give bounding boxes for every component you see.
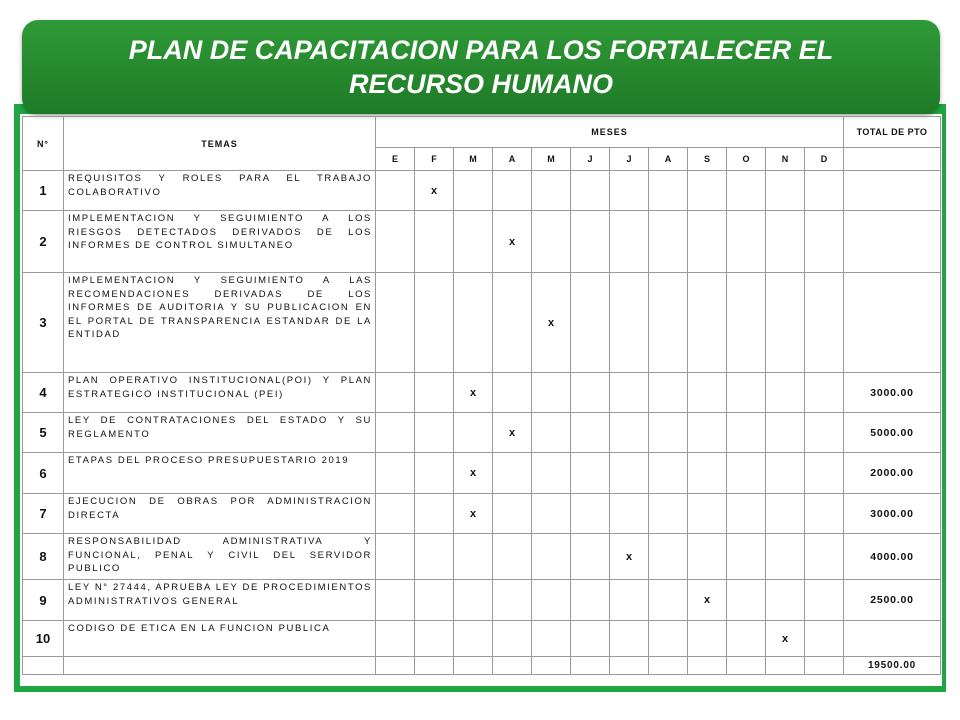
table-row	[23, 413, 941, 453]
month-cell	[727, 373, 766, 413]
month-cell	[688, 621, 727, 657]
month-cell	[532, 494, 571, 534]
schedule-mark: x	[415, 171, 454, 211]
month-cell	[415, 621, 454, 657]
month-cell	[376, 171, 415, 211]
month-header: A	[649, 148, 688, 171]
month-cell	[727, 534, 766, 580]
row-total: 2500.00	[844, 580, 941, 621]
month-cell	[454, 211, 493, 273]
empty-cell	[649, 657, 688, 675]
month-header: D	[805, 148, 844, 171]
month-header: M	[532, 148, 571, 171]
month-cell	[649, 413, 688, 453]
empty-cell	[727, 657, 766, 675]
month-cell	[532, 534, 571, 580]
table-row	[23, 171, 941, 211]
row-total: 2000.00	[844, 453, 941, 494]
title-banner	[22, 20, 940, 114]
row-number: 7	[23, 494, 64, 534]
empty-cell	[493, 657, 532, 675]
header-num: N°	[23, 117, 64, 171]
month-cell	[415, 534, 454, 580]
month-cell	[649, 580, 688, 621]
month-cell	[766, 534, 805, 580]
row-tema: REQUISITOS Y ROLES PARA EL TRABAJO COLABORATIVO	[64, 171, 376, 211]
row-number: 8	[23, 534, 64, 580]
month-cell	[493, 534, 532, 580]
month-cell	[571, 621, 610, 657]
month-cell	[688, 453, 727, 494]
schedule-mark: x	[454, 373, 493, 413]
month-cell	[571, 580, 610, 621]
schedule-mark: x	[493, 211, 532, 273]
month-cell	[727, 273, 766, 373]
month-cell	[688, 373, 727, 413]
header-temas: TEMAS	[64, 117, 376, 171]
month-cell	[571, 413, 610, 453]
header-total: TOTAL DE PTO	[844, 117, 941, 148]
table-row	[23, 534, 941, 580]
total-subheader	[844, 148, 941, 171]
month-cell	[688, 534, 727, 580]
month-header: A	[493, 148, 532, 171]
month-cell	[415, 373, 454, 413]
month-cell	[805, 211, 844, 273]
empty-cell	[688, 657, 727, 675]
month-cell	[610, 621, 649, 657]
schedule-mark: x	[493, 413, 532, 453]
row-total: 5000.00	[844, 413, 941, 453]
month-cell	[454, 273, 493, 373]
schedule-mark: x	[688, 580, 727, 621]
row-tema: IMPLEMENTACION Y SEGUIMIENTO A LOS RIESGOS DETECTADOS DERIVADOS DE LOS INFORMES DE CONTROL SIMULTANEO	[64, 211, 376, 273]
month-header: E	[376, 148, 415, 171]
month-cell	[805, 373, 844, 413]
month-cell	[610, 171, 649, 211]
empty-cell	[64, 657, 376, 675]
empty-cell	[532, 657, 571, 675]
month-cell	[571, 373, 610, 413]
month-cell	[766, 211, 805, 273]
month-cell	[571, 453, 610, 494]
empty-cell	[454, 657, 493, 675]
month-cell	[805, 621, 844, 657]
month-cell	[649, 373, 688, 413]
month-cell	[610, 453, 649, 494]
month-cell	[610, 494, 649, 534]
title-line-1: PLAN DE CAPACITACION PARA LOS FORTALECER EL	[128, 35, 834, 65]
month-cell	[805, 494, 844, 534]
row-total: 4000.00	[844, 534, 941, 580]
month-cell	[532, 580, 571, 621]
month-cell	[766, 373, 805, 413]
month-cell	[415, 413, 454, 453]
row-tema: ETAPAS DEL PROCESO PRESUPUESTARIO 2019	[64, 453, 376, 494]
row-tema: LEY N° 27444, APRUEBA LEY DE PROCEDIMIENTOS ADMINISTRATIVOS GENERAL	[64, 580, 376, 621]
month-cell	[766, 453, 805, 494]
month-cell	[493, 621, 532, 657]
month-cell	[805, 413, 844, 453]
row-number: 1	[23, 171, 64, 211]
month-cell	[727, 621, 766, 657]
row-tema: RESPONSABILIDAD ADMINISTRATIVA Y FUNCIONAL, PENAL Y CIVIL DEL SERVIDOR PUBLICO	[64, 534, 376, 580]
row-number: 6	[23, 453, 64, 494]
row-number: 2	[23, 211, 64, 273]
month-cell	[649, 621, 688, 657]
month-cell	[649, 494, 688, 534]
empty-cell	[23, 657, 64, 675]
table-row	[23, 621, 941, 657]
month-cell	[376, 273, 415, 373]
month-cell	[649, 534, 688, 580]
month-header: S	[688, 148, 727, 171]
month-cell	[610, 273, 649, 373]
schedule-mark: x	[766, 621, 805, 657]
month-cell	[376, 453, 415, 494]
table-row	[23, 580, 941, 621]
month-cell	[571, 534, 610, 580]
month-cell	[376, 621, 415, 657]
month-cell	[688, 413, 727, 453]
row-number: 4	[23, 373, 64, 413]
month-cell	[649, 273, 688, 373]
table-row	[23, 494, 941, 534]
month-header: J	[571, 148, 610, 171]
month-header: O	[727, 148, 766, 171]
title-line-2: RECURSO HUMANO	[348, 69, 613, 99]
month-header: J	[610, 148, 649, 171]
month-cell	[454, 534, 493, 580]
month-header: N	[766, 148, 805, 171]
month-cell	[454, 413, 493, 453]
month-cell	[805, 171, 844, 211]
schedule-mark: x	[454, 494, 493, 534]
month-cell	[376, 373, 415, 413]
month-cell	[376, 580, 415, 621]
empty-cell	[571, 657, 610, 675]
header-meses: MESES	[376, 117, 844, 148]
month-cell	[493, 273, 532, 373]
month-cell	[532, 413, 571, 453]
month-cell	[376, 413, 415, 453]
month-cell	[571, 273, 610, 373]
month-cell	[454, 621, 493, 657]
month-cell	[610, 580, 649, 621]
month-cell	[532, 211, 571, 273]
month-cell	[493, 453, 532, 494]
month-cell	[610, 413, 649, 453]
month-cell	[805, 273, 844, 373]
month-cell	[415, 273, 454, 373]
month-cell	[766, 413, 805, 453]
month-cell	[454, 171, 493, 211]
schedule-mark: x	[454, 453, 493, 494]
schedule-mark: x	[532, 273, 571, 373]
row-number: 9	[23, 580, 64, 621]
month-cell	[415, 211, 454, 273]
month-cell	[649, 171, 688, 211]
month-cell	[493, 494, 532, 534]
header-row	[23, 117, 941, 148]
month-cell	[493, 580, 532, 621]
row-tema: LEY DE CONTRATACIONES DEL ESTADO Y SU REGLAMENTO	[64, 413, 376, 453]
month-cell	[805, 580, 844, 621]
row-total	[844, 211, 941, 273]
row-total: 3000.00	[844, 373, 941, 413]
month-cell	[766, 273, 805, 373]
grand-total: 19500.00	[844, 657, 941, 675]
month-cell	[727, 171, 766, 211]
month-cell	[532, 453, 571, 494]
month-header: F	[415, 148, 454, 171]
month-cell	[532, 373, 571, 413]
month-cell	[688, 211, 727, 273]
month-cell	[649, 453, 688, 494]
empty-cell	[766, 657, 805, 675]
month-cell	[415, 494, 454, 534]
row-total	[844, 171, 941, 211]
month-cell	[571, 211, 610, 273]
table-row	[23, 211, 941, 273]
month-cell	[766, 494, 805, 534]
month-cell	[727, 580, 766, 621]
month-cell	[649, 211, 688, 273]
month-cell	[688, 494, 727, 534]
table-row	[23, 453, 941, 494]
row-number: 10	[23, 621, 64, 657]
table-row	[23, 273, 941, 373]
month-cell	[493, 171, 532, 211]
month-cell	[571, 171, 610, 211]
grand-total-row	[23, 657, 941, 675]
row-tema: PLAN OPERATIVO INSTITUCIONAL(POI) Y PLAN ESTRATEGICO INSTITUCIONAL (PEI)	[64, 373, 376, 413]
row-total	[844, 621, 941, 657]
row-tema: IMPLEMENTACION Y SEGUIMIENTO A LAS RECOMENDACIONES DERIVADAS DE LOS INFORMES DE AUDITORIA Y SU PUBLICACION EN EL PORTAL DE TRANSPARENCIA ESTANDAR DE LA ENTIDAD	[64, 273, 376, 373]
month-header: M	[454, 148, 493, 171]
row-total	[844, 273, 941, 373]
month-cell	[454, 580, 493, 621]
empty-cell	[805, 657, 844, 675]
empty-cell	[376, 657, 415, 675]
month-cell	[766, 580, 805, 621]
month-cell	[805, 534, 844, 580]
month-cell	[571, 494, 610, 534]
month-cell	[376, 211, 415, 273]
month-cell	[727, 413, 766, 453]
month-cell	[688, 171, 727, 211]
row-tema: CODIGO DE ETICA EN LA FUNCION PUBLICA	[64, 621, 376, 657]
empty-cell	[610, 657, 649, 675]
schedule-mark: x	[610, 534, 649, 580]
month-cell	[727, 453, 766, 494]
month-cell	[415, 580, 454, 621]
month-cell	[415, 453, 454, 494]
month-cell	[727, 494, 766, 534]
month-cell	[610, 373, 649, 413]
row-total: 3000.00	[844, 494, 941, 534]
empty-cell	[415, 657, 454, 675]
month-cell	[766, 171, 805, 211]
row-number: 5	[23, 413, 64, 453]
month-cell	[376, 534, 415, 580]
month-cell	[610, 211, 649, 273]
row-number: 3	[23, 273, 64, 373]
table-row	[23, 373, 941, 413]
month-cell	[727, 211, 766, 273]
month-cell	[532, 621, 571, 657]
row-tema: EJECUCION DE OBRAS POR ADMINISTRACION DIRECTA	[64, 494, 376, 534]
month-cell	[805, 453, 844, 494]
month-cell	[688, 273, 727, 373]
month-cell	[493, 373, 532, 413]
month-cell	[532, 171, 571, 211]
month-cell	[376, 494, 415, 534]
training-plan-table	[22, 116, 941, 675]
